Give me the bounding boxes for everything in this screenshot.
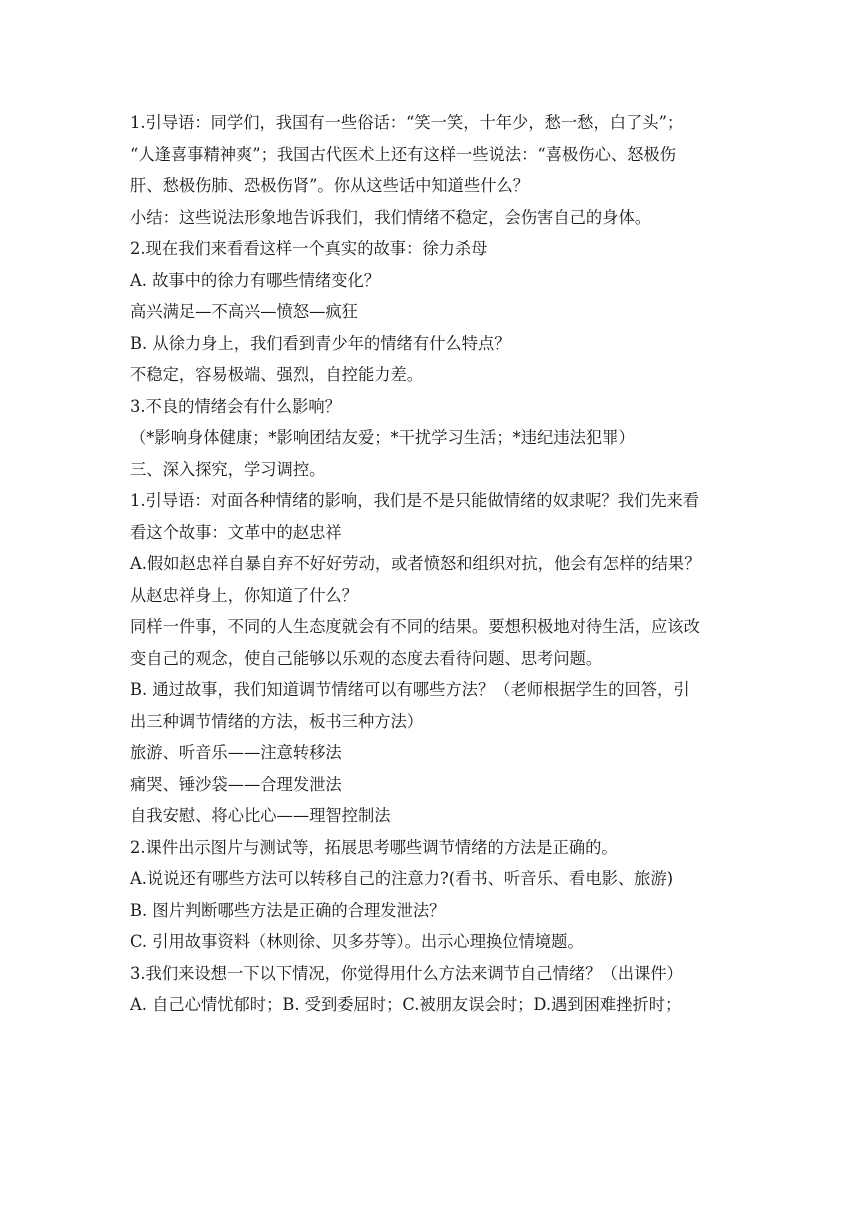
paragraph [130,989,736,1021]
text-line: 看这个故事：文革中的赵忠祥 [130,522,342,542]
paragraph [130,233,736,265]
paragraph [130,958,736,990]
text-line: 1.引导语：对面各种情绪的影响，我们是不是只能做情绪的奴隶呢？我们先来看 [130,491,700,510]
text-line: A.说说还有哪些方法可以转移自己的注意力?(看书、听音乐、看电影、旅游) [130,869,674,888]
paragraph [130,548,736,611]
text-line: 三、深入探究，学习调控。 [130,459,326,479]
paragraph [130,359,736,391]
text-line: 不稳定，容易极端、强烈，自控能力差。 [130,365,424,384]
paragraph [130,800,736,832]
text-line: 小结：这些说法形象地告诉我们，我们情绪不稳定，会伤害自己的身体。 [130,207,652,227]
text-line: 自我安慰、将心比心——理智控制法 [130,806,391,825]
paragraph [130,391,736,423]
paragraph [130,454,736,486]
paragraph [130,328,736,360]
text-line: 出三种调节情绪的方法，板书三种方法） [130,711,424,731]
document-body [130,107,736,1021]
text-line: 肝、愁极伤肺、恐极伤肾”。你从这些话中知道些什么？ [130,176,530,195]
text-line: 变自己的观念，使自己能够以乐观的态度去看待问题、思考问题。 [130,648,603,668]
paragraph [130,422,736,454]
paragraph [130,202,736,234]
paragraph [130,895,736,927]
paragraph [130,863,736,895]
text-line: 痛哭、锤沙袋——合理发泄法 [130,774,342,794]
text-line: 高兴满足—不高兴—愤怒—疯狂 [130,302,358,321]
text-line: “人逢喜事精神爽”；我国古代医术上还有这样一些说法：“喜极伤心、怒极伤 [130,144,676,164]
paragraph [130,832,736,864]
text-line: B. 图片判断哪些方法是正确的合理发泄法？ [130,900,446,920]
paragraph [130,107,736,202]
text-line: A. 自己心情忧郁时；B. 受到委屈时；C.被朋友误会时；D.遇到困难挫折时； [130,995,682,1014]
paragraph [130,296,736,328]
text-line: 2.课件出示图片与测试等，拓展思考哪些调节情绪的方法是正确的。 [130,837,618,857]
text-line: 从赵忠祥身上，你知道了什么？ [130,585,358,605]
paragraph [130,926,736,958]
paragraph [130,769,736,801]
paragraph [130,611,736,674]
paragraph [130,485,736,548]
paragraph [130,737,736,769]
text-line: B. 从徐力身上，我们看到青少年的情绪有什么特点？ [130,333,511,353]
text-line: 1.引导语：同学们，我国有一些俗话：“笑一笑，十年少，愁一愁，白了头”； [130,113,684,132]
text-line: 2.现在我们来看看这样一个真实的故事：徐力杀母 [130,239,488,258]
text-line: 旅游、听音乐——注意转移法 [130,743,342,762]
text-line: B. 通过故事，我们知道调节情绪可以有哪些方法？（老师根据学生的回答，引 [130,680,690,699]
paragraph [130,265,736,297]
paragraph [130,674,736,737]
text-line: 3.我们来设想一下以下情况，你觉得用什么方法来调节自己情绪？（出课件） [130,963,683,983]
text-line: A.假如赵忠祥自暴自弃不好好劳动，或者愤怒和组织对抗，他会有怎样的结果？ [130,554,701,573]
text-line: （*影响身体健康；*影响团结友爱；*干扰学习生活；*违纪违法犯罪） [130,428,635,447]
text-line: A. 故事中的徐力有哪些情绪变化？ [130,270,381,290]
text-line: 同样一件事，不同的人生态度就会有不同的结果。要想积极地对待生活，应该改 [130,617,700,636]
text-line: 3.不良的情绪会有什么影响？ [130,396,341,416]
text-line: C. 引用故事资料（林则徐、贝多芬等）。出示心理换位情境题。 [130,932,584,951]
